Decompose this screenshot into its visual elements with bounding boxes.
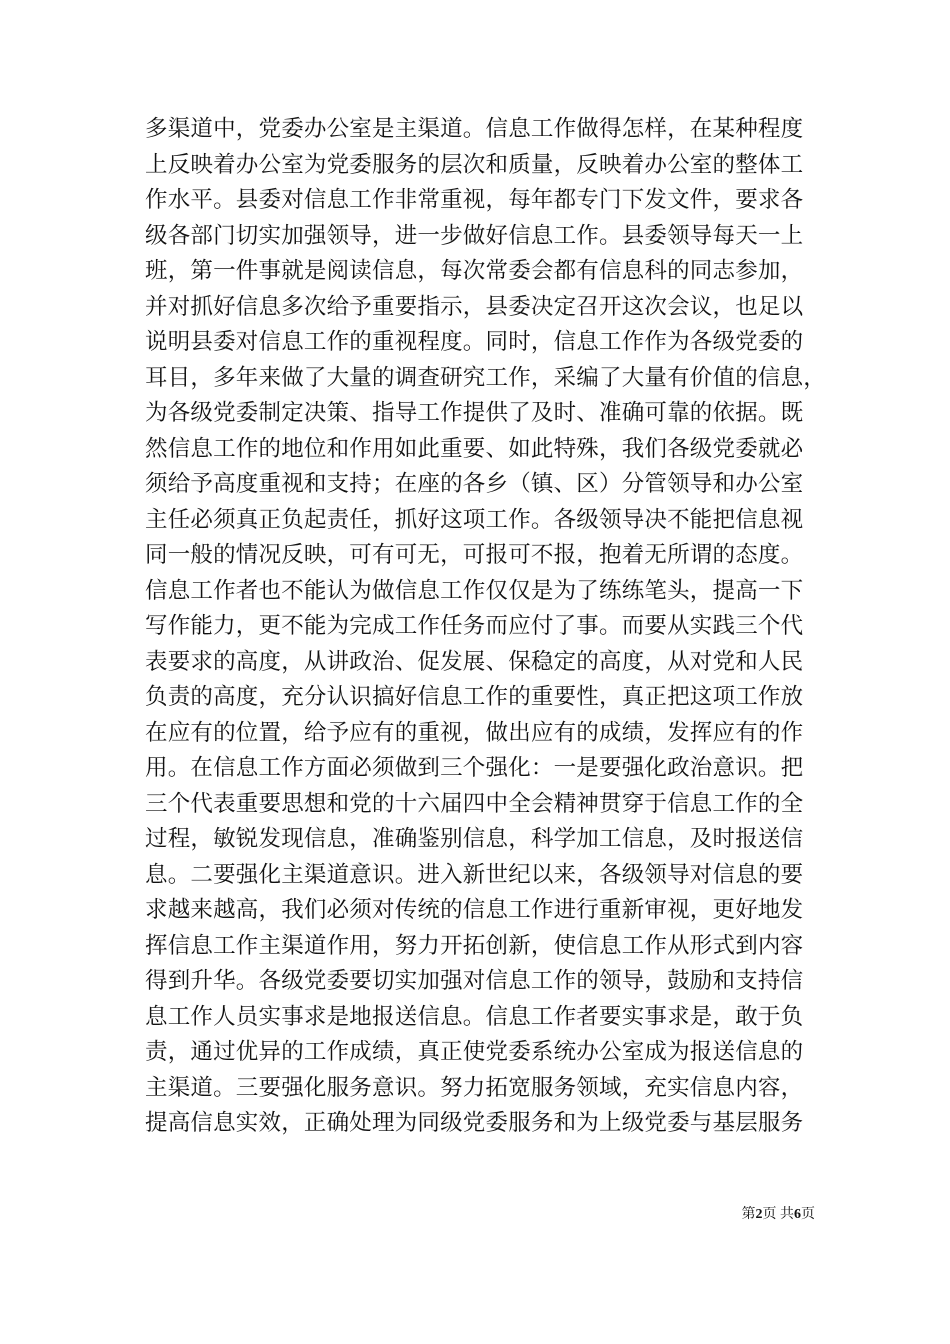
- text-line: 多渠道中，党委办公室是主渠道。信息工作做得怎样，在某种程度: [145, 116, 804, 142]
- text-line: 级各部门切实加强领导，进一步做好信息工作。县委领导每天一上: [145, 222, 804, 249]
- text-line: 写作能力，更不能为完成工作任务而应付了事。而要从实践三个代: [145, 613, 804, 639]
- text-line: 须给予高度重视和支持；在座的各乡（镇、区）分管领导和办公室: [145, 471, 804, 497]
- text-line: 耳目，多年来做了大量的调查研究工作，采编了大量有价值的信息，: [145, 364, 827, 391]
- total-pages-number: 6: [794, 1207, 801, 1222]
- text-line: 负责的高度，充分认识搞好信息工作的重要性，真正把这项工作放: [145, 684, 804, 710]
- text-line: 班，第一件事就是阅读信息，每次常委会都有信息科的同志参加，: [145, 258, 804, 284]
- text-line: 提高信息实效，正确处理为同级党委服务和为上级党委与基层服务: [145, 1110, 804, 1136]
- text-line: 用。在信息工作方面必须做到三个强化：一是要强化政治意识。把: [145, 755, 804, 781]
- text-line: 息工作人员实事求是地报送信息。信息工作者要实事求是，敢于负: [145, 1003, 804, 1030]
- text-line: 并对抓好信息多次给予重要指示，县委决定召开这次会议，也足以: [145, 293, 804, 320]
- text-line: 在应有的位置，给予应有的重视，做出应有的成绩，发挥应有的作: [145, 719, 804, 746]
- text-line: 主任必须真正负起责任，抓好这项工作。各级领导决不能把信息视: [145, 506, 804, 533]
- text-line: 上反映着办公室为党委服务的层次和质量，反映着办公室的整体工: [145, 151, 804, 178]
- text-line: 作水平。县委对信息工作非常重视，每年都专门下发文件，要求各: [145, 187, 804, 213]
- text-line: 主渠道。三要强化服务意识。努力拓宽服务领域，充实信息内容，: [145, 1074, 804, 1101]
- text-line: 为各级党委制定决策、指导工作提供了及时、准确可靠的依据。既: [145, 400, 804, 426]
- current-page-number: 2: [755, 1207, 763, 1222]
- footer-prefix: 第: [741, 1207, 756, 1222]
- text-line: 求越来越高，我们必须对传统的信息工作进行重新审视，更好地发: [145, 897, 804, 923]
- text-line: 表要求的高度，从讲政治、促发展、保稳定的高度，从对党和人民: [145, 648, 804, 675]
- footer-suffix: 页: [801, 1207, 815, 1222]
- text-line: 息。二要强化主渠道意识。进入新世纪以来，各级领导对信息的要: [145, 861, 804, 888]
- text-line: 同一般的情况反映，可有可无，可报可不报，抱着无所谓的态度。: [145, 542, 804, 568]
- text-line: 得到升华。各级党委要切实加强对信息工作的领导，鼓励和支持信: [145, 968, 804, 994]
- text-line: 信息工作者也不能认为做信息工作仅仅是为了练练笔头，提高一下: [145, 577, 804, 604]
- text-line: 责，通过优异的工作成绩，真正使党委系统办公室成为报送信息的: [145, 1039, 804, 1065]
- text-line: 然信息工作的地位和作用如此重要、如此特殊，我们各级党委就必: [145, 435, 804, 462]
- footer-middle: 页 共: [762, 1207, 794, 1222]
- text-line: 说明县委对信息工作的重视程度。同时，信息工作作为各级党委的: [145, 329, 804, 355]
- text-line: 过程，敏锐发现信息，准确鉴别信息，科学加工信息，及时报送信: [145, 826, 804, 852]
- body-text: [145, 112, 827, 1142]
- page-footer: [690, 1203, 815, 1223]
- text-line: 三个代表重要思想和党的十六届四中全会精神贯穿于信息工作的全: [145, 790, 804, 817]
- text-line: 挥信息工作主渠道作用，努力开拓创新，使信息工作从形式到内容: [145, 932, 804, 959]
